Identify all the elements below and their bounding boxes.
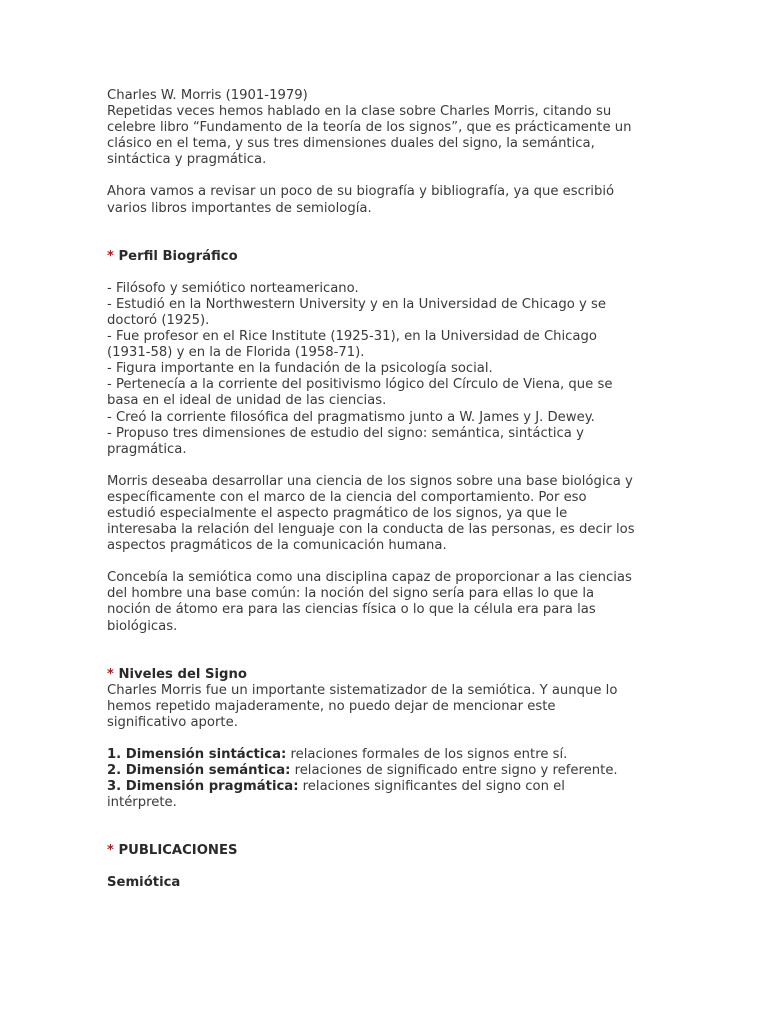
section-heading-perfil xyxy=(107,249,677,265)
text-line: Repetidas veces hemos hablado en la clase sobre Charles Morris, citando su xyxy=(107,104,612,120)
bullet-line: - Fue profesor en el Rice Institute (1925-31), en la Universidad de Chicago xyxy=(107,329,597,345)
document-title: Charles W. Morris (1901-1979) xyxy=(107,88,308,103)
section-heading-niveles xyxy=(107,667,677,683)
text-line: aspectos pragmáticos de la comunicación humana. xyxy=(107,538,447,554)
bullet-line: - Figura importante en la fundación de la psicología social. xyxy=(107,361,493,377)
text-line: interesaba la relación del lenguaje con la conducta de las personas, es decir los xyxy=(107,522,635,538)
text-line: celebre libro “Fundamento de la teoría de los signos”, que es prácticamente un xyxy=(107,120,632,136)
asterisk-marker: * xyxy=(107,843,114,859)
bullet-line: - Estudió en la Northwestern University y en la Universidad de Chicago y se xyxy=(107,296,606,312)
text-line: Concebía la semiótica como una disciplina capaz de proporcionar a las ciencias xyxy=(107,570,632,586)
spacer xyxy=(107,827,677,843)
niveles-paragraph xyxy=(107,683,677,731)
asterisk-marker: * xyxy=(107,248,114,264)
document-content xyxy=(107,88,677,908)
dimension-item xyxy=(107,747,677,763)
bullet-line: basa en el ideal de unidad de las ciencias. xyxy=(107,393,387,409)
dimension-label: 2. Dimensión semántica: xyxy=(107,763,291,779)
text-line: Morris deseaba desarrollar una ciencia de los signos sobre una base biológica y xyxy=(107,473,633,489)
section-heading-text: Niveles del Signo xyxy=(118,666,247,682)
dimension-text: relaciones de significado entre signo y referente. xyxy=(290,763,618,779)
dimension-label: 3. Dimensión pragmática: xyxy=(107,779,299,795)
spacer xyxy=(107,651,677,667)
bullet-line: - Creó la corriente filosófica del pragmatismo junto a W. James y J. Dewey. xyxy=(107,409,595,425)
dimension-item xyxy=(107,763,677,779)
text-line: hemos repetido majaderamente, no puedo dejar de mencionar este xyxy=(107,698,556,714)
bullet-line: - Filósofo y semiótico norteamericano. xyxy=(107,280,359,296)
text-line: Charles Morris fue un importante sistematizador de la semiótica. Y aunque lo xyxy=(107,682,618,698)
text-line: intérprete. xyxy=(107,795,177,811)
bullet-line: pragmática. xyxy=(107,441,187,457)
text-line: clásico en el tema, y sus tres dimensiones duales del signo, la semántica, xyxy=(107,136,595,152)
spacer xyxy=(107,233,677,249)
intro-paragraph xyxy=(107,104,677,168)
text-line: noción de átomo era para las ciencias física o lo que la célula era para las xyxy=(107,602,596,618)
text-line: biológicas. xyxy=(107,618,178,634)
text-line: específicamente con el marco de la ciencia del comportamiento. Por eso xyxy=(107,489,587,505)
bullet-line: - Pertenecía a la corriente del positivismo lógico del Círculo de Viena, que se xyxy=(107,377,613,393)
text-line: del hombre una base común: la noción del signo sería para ellas lo que la xyxy=(107,586,595,602)
morris-paragraph xyxy=(107,474,677,554)
intro-paragraph-2 xyxy=(107,184,677,216)
dimension-list xyxy=(107,747,677,811)
text-line: significativo aporte. xyxy=(107,714,238,730)
asterisk-marker: * xyxy=(107,666,114,682)
bullet-line: - Propuso tres dimensiones de estudio del signo: semántica, sintáctica y xyxy=(107,425,584,441)
section-heading-text: Perfil Biográfico xyxy=(118,248,238,264)
text-line: estudió especialmente el aspecto pragmático de los signos, ya que le xyxy=(107,505,568,521)
dimension-label: 1. Dimensión sintáctica: xyxy=(107,747,287,762)
biography-bullets xyxy=(107,281,677,458)
dimension-item xyxy=(107,779,677,795)
bullet-line: doctoró (1925). xyxy=(107,312,210,328)
section-heading-text: PUBLICACIONES xyxy=(118,843,238,859)
text-line: varios libros importantes de semiología. xyxy=(107,200,372,216)
semiotica-paragraph xyxy=(107,570,677,634)
subheading-semiotica: Semiótica xyxy=(107,875,181,891)
bullet-line: (1931-58) y en la de Florida (1958-71). xyxy=(107,345,365,361)
dimension-text: relaciones significantes del signo con el xyxy=(298,779,565,795)
text-line: sintáctica y pragmática. xyxy=(107,152,267,168)
text-line: Ahora vamos a revisar un poco de su biografía y bibliografía, ya que escribió xyxy=(107,184,615,200)
dimension-text: relaciones formales de los signos entre sí. xyxy=(286,747,568,762)
section-heading-publicaciones xyxy=(107,843,677,859)
